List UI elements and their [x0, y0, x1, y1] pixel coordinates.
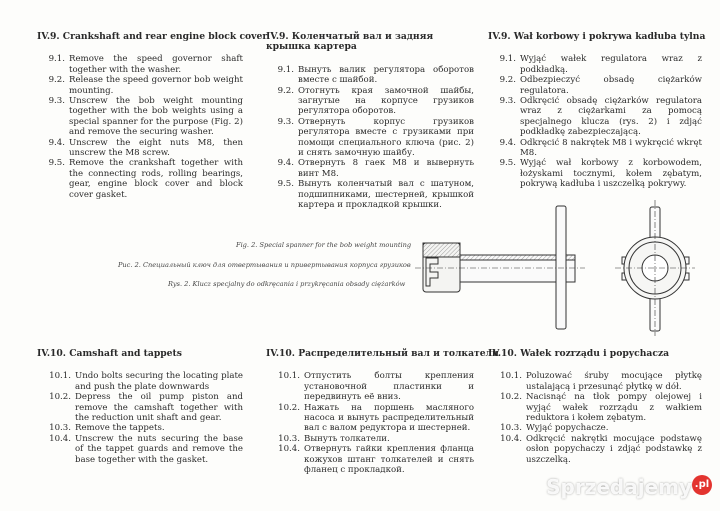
- item-text: Unscrew the eight nuts M8, then unscrew the M8 screw.: [69, 137, 243, 159]
- spanner-front-view: [615, 200, 695, 336]
- item-number: 9.5.: [277, 179, 294, 190]
- item-text: Unscrew the nuts securing the base of the tappet guards and remove the base together with the gasket.: [75, 433, 243, 465]
- item-text: Нажать на поршень масляного насоса и вынуть распределительный вал с валом редуктора и шестерней.: [304, 402, 474, 434]
- item-number: 9.1.: [48, 54, 65, 65]
- section-heading: IV.10. Распределительный вал и толкатели: [266, 348, 499, 359]
- item-text: Вынуть коленчатый вал с шатуном, подшипниками, шестерней, крышкой картера и прокладкой крышки.: [298, 179, 474, 211]
- watermark-logo: [546, 475, 712, 499]
- sections-bottom-1: [266, 348, 499, 476]
- item-text: Odkręcić 8 nakrętek M8 i wykręcić wkręt M8.: [520, 137, 702, 159]
- item-text: Unscrew the bob weight mounting together with the bob weights using a special spanner for the purpose (Fig. 2) and remove the securing washer.: [69, 96, 243, 138]
- item-text: Wyjąć popychacze.: [526, 423, 609, 434]
- item-text: Отпустить болты крепления установочной пластинки и передвинуть её вниз.: [304, 371, 474, 403]
- item-number: 10.4.: [500, 433, 522, 444]
- item-number: 9.2.: [48, 75, 65, 86]
- list-item: [488, 371, 702, 392]
- figure-caption-en: Fig. 2. Special spanner for the bob weight mounting: [236, 241, 412, 249]
- item-text: Odkręcić nakrętki mocujące podstawę osłon popychaczy i zdjąć podstawkę z uszczelką.: [526, 433, 702, 465]
- item-text: Odbezpieczyć obsadę ciężarków regulatora.: [520, 75, 702, 96]
- item-number: 10.2.: [278, 402, 300, 413]
- list-item: [266, 434, 474, 444]
- section-heading: IV.9. Wał korbowy i pokrywa kadłuba tylna: [488, 31, 706, 42]
- item-number: 9.1.: [499, 54, 516, 65]
- section-heading: IV.10. Wałek rozrządu i popychacza: [488, 348, 670, 359]
- item-number: 10.1.: [500, 371, 522, 382]
- figure-caption-pl: Rys. 2. Klucz specjalny do odkręcania i przykręcania obsady ciężarków: [168, 280, 406, 288]
- item-number: 9.5.: [499, 158, 516, 169]
- list-item: [266, 444, 474, 475]
- item-number: 10.4.: [49, 433, 71, 444]
- item-number: 9.3.: [277, 116, 294, 127]
- list-item: [488, 392, 702, 423]
- item-number: 9.5.: [48, 158, 65, 169]
- sections-bottom-0: [37, 349, 243, 465]
- item-number: 10.3.: [49, 423, 71, 434]
- item-text: Depress the oil pump piston and remove the camshaft together with the reduction unit shaft and gear.: [75, 392, 243, 424]
- item-text: Undo bolts securing the locating plate and push the plate downwards: [75, 371, 243, 392]
- item-number: 10.1.: [49, 371, 71, 382]
- item-number: 10.3.: [500, 423, 522, 434]
- list-item: [266, 371, 474, 402]
- item-text: Отогнуть края замочной шайбы, загнутые на корпусе грузиков регулятора оборотов.: [298, 85, 474, 117]
- watermark-text: Sprzedajemy: [546, 475, 692, 499]
- list-item: [488, 434, 702, 465]
- section-heading: IV.9. Crankshaft and rear engine block cover: [37, 31, 268, 42]
- item-text: Poluzować śruby mocujące płytkę ustalającą i przesunąć płytkę w dół.: [526, 371, 702, 392]
- item-number: 9.2.: [499, 75, 516, 86]
- list-item: [266, 403, 474, 434]
- item-text: Вынуть толкатели.: [304, 433, 390, 444]
- item-number: 10.2.: [500, 392, 522, 403]
- item-text: Remove the speed governor shaft together with the washer.: [69, 54, 243, 75]
- spanner-side-view: [415, 206, 585, 329]
- item-text: Nacisnąć na tłok pompy olejowej i wyjąć wałek rozrządu z wałkiem reduktora i kołem zębatym.: [526, 392, 702, 424]
- item-number: 9.4.: [277, 158, 294, 169]
- section-heading: IV.9. Коленчатый вал и задняя крышка картера: [266, 31, 434, 53]
- item-number: 9.1.: [277, 64, 294, 75]
- sections-bottom-2: [488, 349, 702, 465]
- item-number: 9.3.: [48, 96, 65, 107]
- list-item: [37, 423, 243, 433]
- item-text: Вынуть валик регулятора оборотов вместе с шайбой.: [298, 64, 474, 86]
- list-item: [37, 392, 243, 423]
- item-number: 9.4.: [499, 137, 516, 148]
- item-text: Отвернуть корпус грузиков регулятора вместе с грузиками при помощи специального ключа (рис. 2) и снять замочную шайбу.: [298, 116, 474, 159]
- item-number: 9.4.: [48, 137, 65, 148]
- list-item: [37, 371, 243, 392]
- item-text: Remove the crankshaft together with the connecting rods, rolling bearings, gear, engine block cover and block cover gasket.: [69, 158, 243, 200]
- item-text: Release the speed governor bob weight mounting.: [69, 75, 243, 96]
- item-text: Wyjąć wałek regulatora wraz z podkładką.: [520, 54, 702, 75]
- watermark-badge: .pl: [692, 475, 712, 495]
- item-number: 10.1.: [278, 371, 300, 382]
- list-item: [37, 434, 243, 465]
- item-text: Odkręcić obsadę ciężarków regulatora wraz z ciężarkami za pomocą specjalnego klucza (rys. 2) i zdjąć podkładkę zabezpieczającą.: [520, 96, 702, 138]
- item-text: Отвернуть гайки крепления фланца кожухов штанг толкателей и снять фланец с прокладкой.: [304, 444, 474, 476]
- item-number: 10.2.: [49, 392, 71, 403]
- item-number: 10.3.: [278, 433, 300, 444]
- item-number: 9.2.: [277, 85, 294, 96]
- item-number: 9.3.: [499, 96, 516, 107]
- section-heading: IV.10. Camshaft and tappets: [37, 348, 182, 359]
- item-text: Отвернуть 8 гаек M8 и вывернуть винт M8.: [298, 158, 474, 179]
- item-text: Remove the tappets.: [75, 423, 165, 434]
- item-number: 10.4.: [278, 444, 300, 455]
- list-item: [488, 423, 702, 433]
- figure-caption-ru: Рис. 2. Специальный ключ для отвертывания и привертывания корпуса грузиков: [118, 261, 411, 269]
- item-text: Wyjąć wał korbowy z korbowodem, łożyskami tocznymi, kołem zębatym, pokrywą kadłuba i uszczelką pokrywy.: [520, 158, 702, 190]
